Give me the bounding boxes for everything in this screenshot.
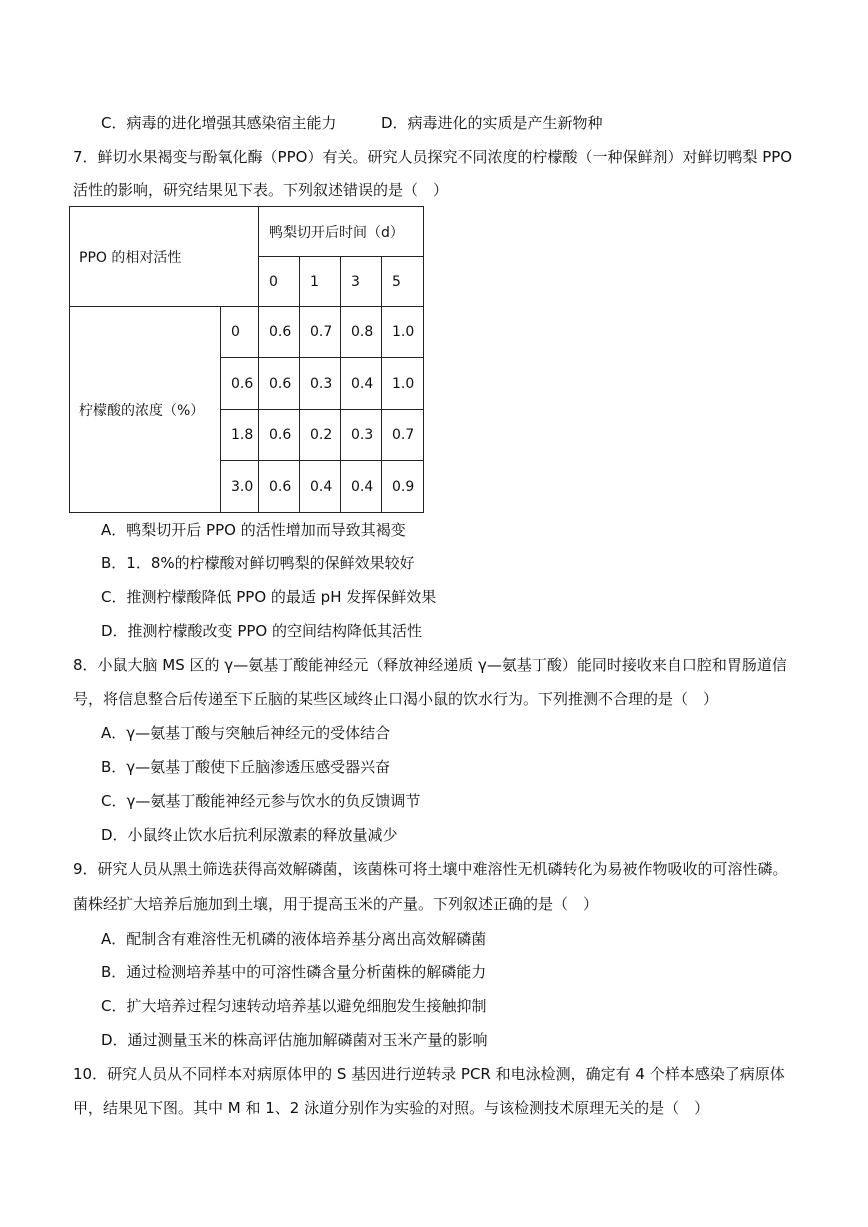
table-time-value: 3 [341,257,382,307]
table-cell: 0.2 [300,410,341,461]
ppo-activity-table [69,206,424,513]
q7-option-a: A．鸭梨切开后 PPO 的活性增加而导致其褐变 [101,521,406,539]
table-cell: 0.3 [300,358,341,410]
table-conc-cell: 3.0 [221,461,259,513]
table-conc-cell: 1.8 [221,410,259,461]
q8-option-a: A．γ—氨基丁酸与突触后神经元的受体结合 [101,724,391,742]
table-cell: 0.8 [341,307,382,358]
table-cell: 0.6 [259,410,300,461]
q9-stem-line2: 菌株经扩大培养后施加到土壤，用于提高玉米的产量。下列叙述正确的是（ ） [73,895,599,913]
q7-option-c: C．推测柠檬酸降低 PPO 的最适 pH 发挥保鲜效果 [101,588,437,606]
q9-option-d: D．通过测量玉米的株高评估施加解磷菌对玉米产量的影响 [101,1031,488,1049]
q7-stem-line2: 活性的影响，研究结果见下表。下列叙述错误的是（ ） [73,181,449,199]
q10-stem-line1: 10．研究人员从不同样本对病原体甲的 S 基因进行逆转录 PCR 和电泳检测，确定有 4 个样本感染了病原体 [73,1065,785,1083]
q10-stem-line2: 甲，结果见下图。其中 M 和 1、2 泳道分别作为实验的对照。与该检测技术原理无关的是（ ） [73,1099,710,1117]
table-time-header: 鸭梨切开后时间（d） [259,207,424,257]
q8-option-d: D．小鼠终止饮水后抗利尿激素的释放量减少 [101,826,398,844]
q9-option-b: B．通过检测培养基中的可溶性磷含量分析菌株的解磷能力 [101,963,487,981]
q8-stem-line2: 号，将信息整合后传递至下丘脑的某些区域终止口渴小鼠的饮水行为。下列推测不合理的是（ ） [73,690,719,708]
table-cell: 0.6 [259,358,300,410]
table-time-value: 5 [382,257,424,307]
q8-option-b: B．γ—氨基丁酸使下丘脑渗透压感受器兴奋 [101,758,391,776]
table-cell: 0.3 [341,410,382,461]
table-time-value: 0 [259,257,300,307]
table-cell: 1.0 [382,358,424,410]
q6-option-d: D．病毒进化的实质是产生新物种 [381,114,603,132]
q8-stem-line1: 8．小鼠大脑 MS 区的 γ—氨基丁酸能神经元（释放神经递质 γ—氨基丁酸）能同时接收来自口腔和胃肠道信 [73,656,787,674]
q8-option-c: C．γ—氨基丁酸能神经元参与饮水的负反馈调节 [101,792,421,810]
table-conc-cell: 0.6 [221,358,259,410]
table-cell: 0.6 [259,461,300,513]
table-cell: 0.9 [382,461,424,513]
q7-option-b: B．1．8%的柠檬酸对鲜切鸭梨的保鲜效果较好 [101,554,415,572]
table-row-header: 柠檬酸的浓度（%） [70,307,221,513]
q9-stem-line1: 9．研究人员从黑土筛选获得高效解磷菌，该菌株可将土壤中难溶性无机磷转化为易被作物吸收的可溶性磷。 [73,860,788,878]
table-conc-cell: 0 [221,307,259,358]
table-cell: 0.4 [300,461,341,513]
q6-option-c: C．病毒的进化增强其感染宿主能力 [101,114,337,132]
table-cell: 0.7 [382,410,424,461]
q7-option-d: D．推测柠檬酸改变 PPO 的空间结构降低其活性 [101,622,422,640]
q9-option-a: A．配制含有难溶性无机磷的液体培养基分离出高效解磷菌 [101,930,487,948]
table-cell: 0.4 [341,358,382,410]
table-cell: 0.7 [300,307,341,358]
q9-option-c: C．扩大培养过程匀速转动培养基以避免细胞发生接触抑制 [101,997,487,1015]
table-cell: 0.4 [341,461,382,513]
q7-stem-line1: 7．鲜切水果褐变与酚氧化酶（PPO）有关。研究人员探究不同浓度的柠檬酸（一种保鲜剂）对鲜切鸭梨 PPO [73,148,793,166]
table-time-value: 1 [300,257,341,307]
table-corner-label: PPO 的相对活性 [70,207,259,307]
table-cell: 1.0 [382,307,424,358]
table-cell: 0.6 [259,307,300,358]
